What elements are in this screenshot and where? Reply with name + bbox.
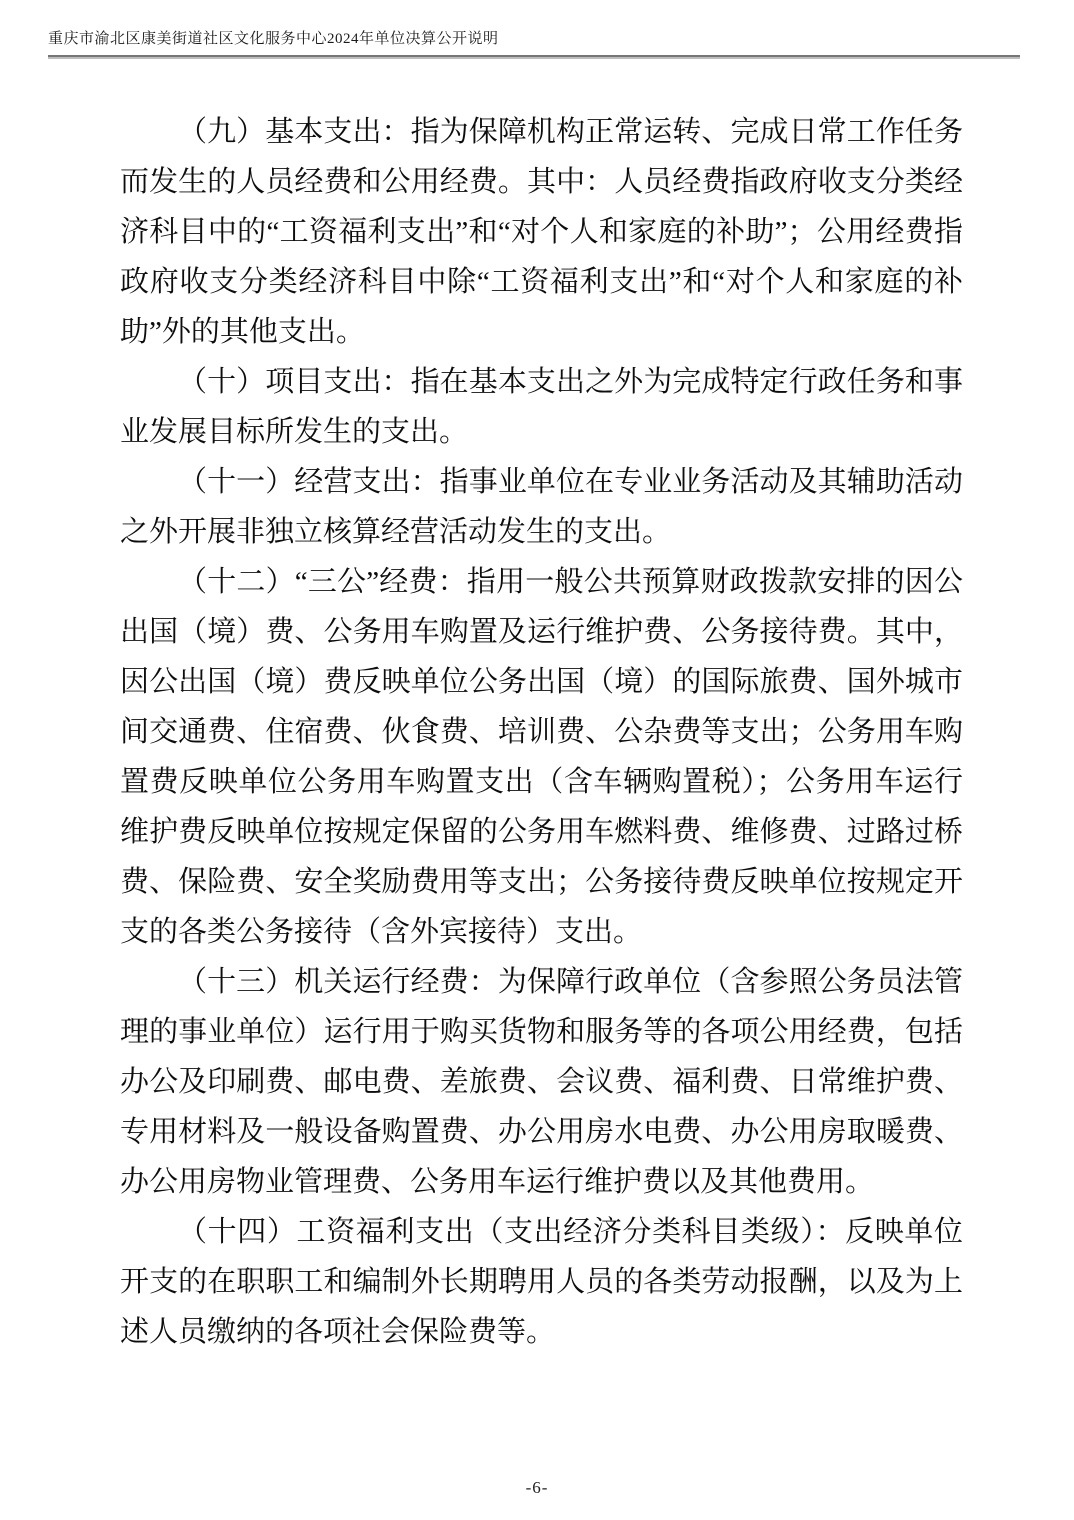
page-number: -6- [525, 1478, 549, 1497]
paragraph-12-three-public-funds: （十二）“三公”经费：指用一般公共预算财政拨款安排的因公出国（境）费、公务用车购置及运行维护费、公务接待费。其中，因公出国（境）费反映单位公务出国（境）的国际旅费、国外城市间交通费、住宿费、伙食费、培训费、公杂费等支出；公务用车购置费反映单位公务用车购置支出（含车辆购置税）；公务用车运行维护费反映单位按规定保留的公务用车燃料费、维修费、过路过桥费、保险费、安全奖励费用等支出；公务接待费反映单位按规定开支的各类公务接待（含外宾接待）支出。 [120, 566, 963, 948]
paragraph-13-agency-operating-funds: （十三）机关运行经费：为保障行政单位（含参照公务员法管理的事业单位）运行用于购买货物和服务等的各项公用经费，包括办公及印刷费、邮电费、差旅费、会议费、福利费、日常维护费、专用材料及一般设备购置费、办公用房水电费、办公用房取暖费、办公用房物业管理费、公务用车运行维护费以及其他费用。 [120, 966, 963, 1198]
document-body [120, 107, 963, 1357]
paragraph-10-project-expenditure: （十）项目支出：指在基本支出之外为完成特定行政任务和事业发展目标所发生的支出。 [120, 366, 963, 448]
paragraph-11-operating-expenditure: （十一）经营支出：指事业单位在专业业务活动及其辅助活动之外开展非独立核算经营活动发生的支出。 [120, 466, 963, 548]
header-title: 重庆市渝北区康美街道社区文化服务中心2024年单位决算公开说明 [48, 31, 499, 47]
page-header [48, 30, 1020, 59]
paragraph-9-basic-expenditure: （九）基本支出：指为保障机构正常运转、完成日常工作任务而发生的人员经费和公用经费。其中：人员经费指政府收支分类经济科目中的“工资福利支出”和“对个人和家庭的补助”；公用经费指政府收支分类经济科目中除“工资福利支出”和“对个人和家庭的补助”外的其他支出。 [120, 116, 963, 348]
paragraph-14-wage-welfare-expenditure: （十四）工资福利支出（支出经济分类科目类级）：反映单位开支的在职职工和编制外长期聘用人员的各类劳动报酬，以及为上述人员缴纳的各项社会保险费等。 [120, 1216, 963, 1348]
page-footer [0, 1478, 1074, 1498]
header-rule [48, 55, 1020, 59]
